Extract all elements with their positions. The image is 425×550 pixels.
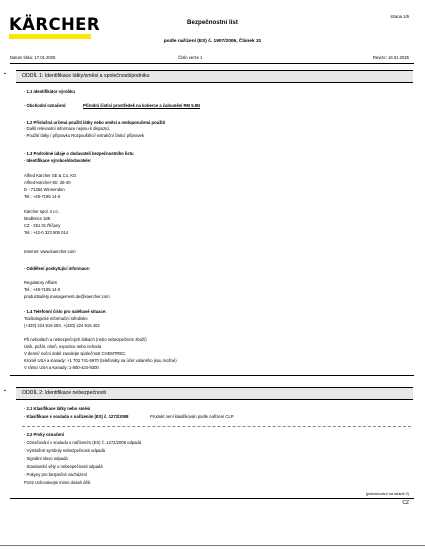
section-1-title: ODDÍL 1: Identifikace látky/směsi a společnosti/podniku	[22, 73, 150, 79]
s2-2-line: · Pokyny pro bezpečné zacházení	[24, 472, 88, 477]
info-email[interactable]: productsafety.management.de@kaercher.com	[24, 294, 110, 299]
s2-1-classification-value: Produkt není klasifikován podle nařízení CLP.	[150, 414, 235, 419]
divider	[22, 426, 411, 427]
address-line: Alfred Kärcher SE & Co. KG	[24, 173, 77, 178]
footer-rule	[10, 498, 414, 499]
s2-2-line: · Označování v souladu s nařízením (ES) č. 1272/2008 odpadá	[24, 440, 142, 445]
section-1-heading	[16, 70, 413, 83]
s2-2-line: · Výstražné symboly nebezpečnosti odpadá	[24, 448, 106, 453]
internet-link[interactable]: Internet: www.kaercher.com	[24, 249, 76, 254]
side-marker: ▪	[4, 388, 6, 394]
logo-text: KÄRCHER	[9, 15, 100, 34]
s2-1-classification-label: · Klasifikace v souladu s nařízením (ES) č. 1272/2008	[24, 414, 129, 419]
address-line: Alfred-Kärcher-Str. 28-40	[24, 180, 71, 185]
page-number: strana 1/6	[390, 14, 409, 19]
s2-2-line: · Standardní věty o nebezpečnosti odpadá	[24, 464, 103, 469]
emergency-line: V rámci USA a Kanady: 1-800-424-9300	[24, 365, 99, 370]
info-line: Regulatory Affairs	[24, 280, 57, 285]
address2-line: Kärcher spol. s r.o.	[24, 209, 59, 214]
page-bottom-rule	[0, 545, 425, 546]
emergency-line: Únik, požár, oheň, expozice nebo nehoda	[24, 344, 102, 349]
s1-4-line: Toxikologické informační středisko	[24, 316, 88, 321]
info-dept-label: · Oddělení poskytující informace:	[24, 266, 91, 271]
version-number: Číslo verze 1	[178, 55, 203, 60]
s1-2-line-1: · Další relevantní informace nejsou k dispozici.	[24, 126, 111, 131]
s1-2-heading: · 1.2 Příslušná určená použití látky nebo směsi a nedoporučená použití	[24, 120, 166, 125]
s2-2-line: P102 Uchovávejte mimo dosah dětí.	[24, 480, 92, 485]
s2-1-heading: · 2.1 Klasifikace látky nebo směsi	[24, 406, 91, 411]
s1-3-sub: · Identifikace výrobce/dodavatele:	[24, 158, 92, 163]
address2-line: CZ - 251 01 Říčany	[24, 223, 61, 228]
revision-date: Revize: 16.01.2025	[372, 55, 409, 60]
section-1-end-rule	[10, 375, 414, 376]
s1-1-heading: · 1.1 Identifikátor výrobku	[24, 89, 75, 94]
address-line: D - 71364 Winnenden	[24, 187, 65, 192]
s1-2-line-2: · Použití látky / přípravku Rozpouštěcí/ extrakční čisticí přípravek	[24, 133, 145, 138]
section-2-title: ODDÍL 2: Identifikace nebezpečnosti	[22, 390, 107, 396]
s1-4-heading: · 1.4 Telefonní číslo pro naléhavé situace:	[24, 309, 107, 314]
s2-2-line: · Signální slovo odpadá	[24, 456, 68, 461]
header-rule	[10, 63, 414, 64]
document-subtitle: podle nařízení (ES) č. 1907/2006, Článek 31	[163, 39, 262, 44]
info-line: Tel.: +49-7195 14-0	[24, 287, 61, 292]
print-date: Datum tisku: 17.01.2025	[10, 55, 56, 60]
emergency-line: Při nehodách a nebezpečných látkách (nebo nebezpečném zboží)	[24, 337, 147, 342]
address2-line: Tel.: +42-0 323 606 014	[24, 230, 69, 235]
s1-3-heading: · 1.3 Podrobné údaje o dodavateli bezpečnostního listu	[24, 151, 134, 156]
trade-name: Přírodní čisticí prostředek na koberce a čalounění RM 5.5N	[83, 103, 201, 108]
side-marker: ▪	[4, 71, 6, 77]
s1-4-line: (+420) 224 919 293, +(420) 224 915 402	[24, 323, 100, 328]
trade-name-label: · Obchodní označení:	[24, 103, 67, 108]
document-title: Bezpečnostní list	[187, 19, 238, 26]
language-code: CZ	[402, 500, 409, 506]
emergency-line: V denní/ noční době zavolejte společnost CHEMTREC.	[24, 351, 127, 356]
address-line: Tel.: +49-7195 14-0	[24, 194, 61, 199]
section-2-heading	[16, 387, 413, 400]
address2-line: Modletice 185	[24, 216, 51, 221]
s2-2-heading: · 2.2 Prvky označení	[24, 432, 65, 437]
emergency-line: Kromě USA a Kanady: +1 703 741-5970 (telefonáty na účet volaného jsou možné)	[24, 358, 177, 363]
continuation-note: (pokračování na straně 2)	[365, 492, 409, 496]
